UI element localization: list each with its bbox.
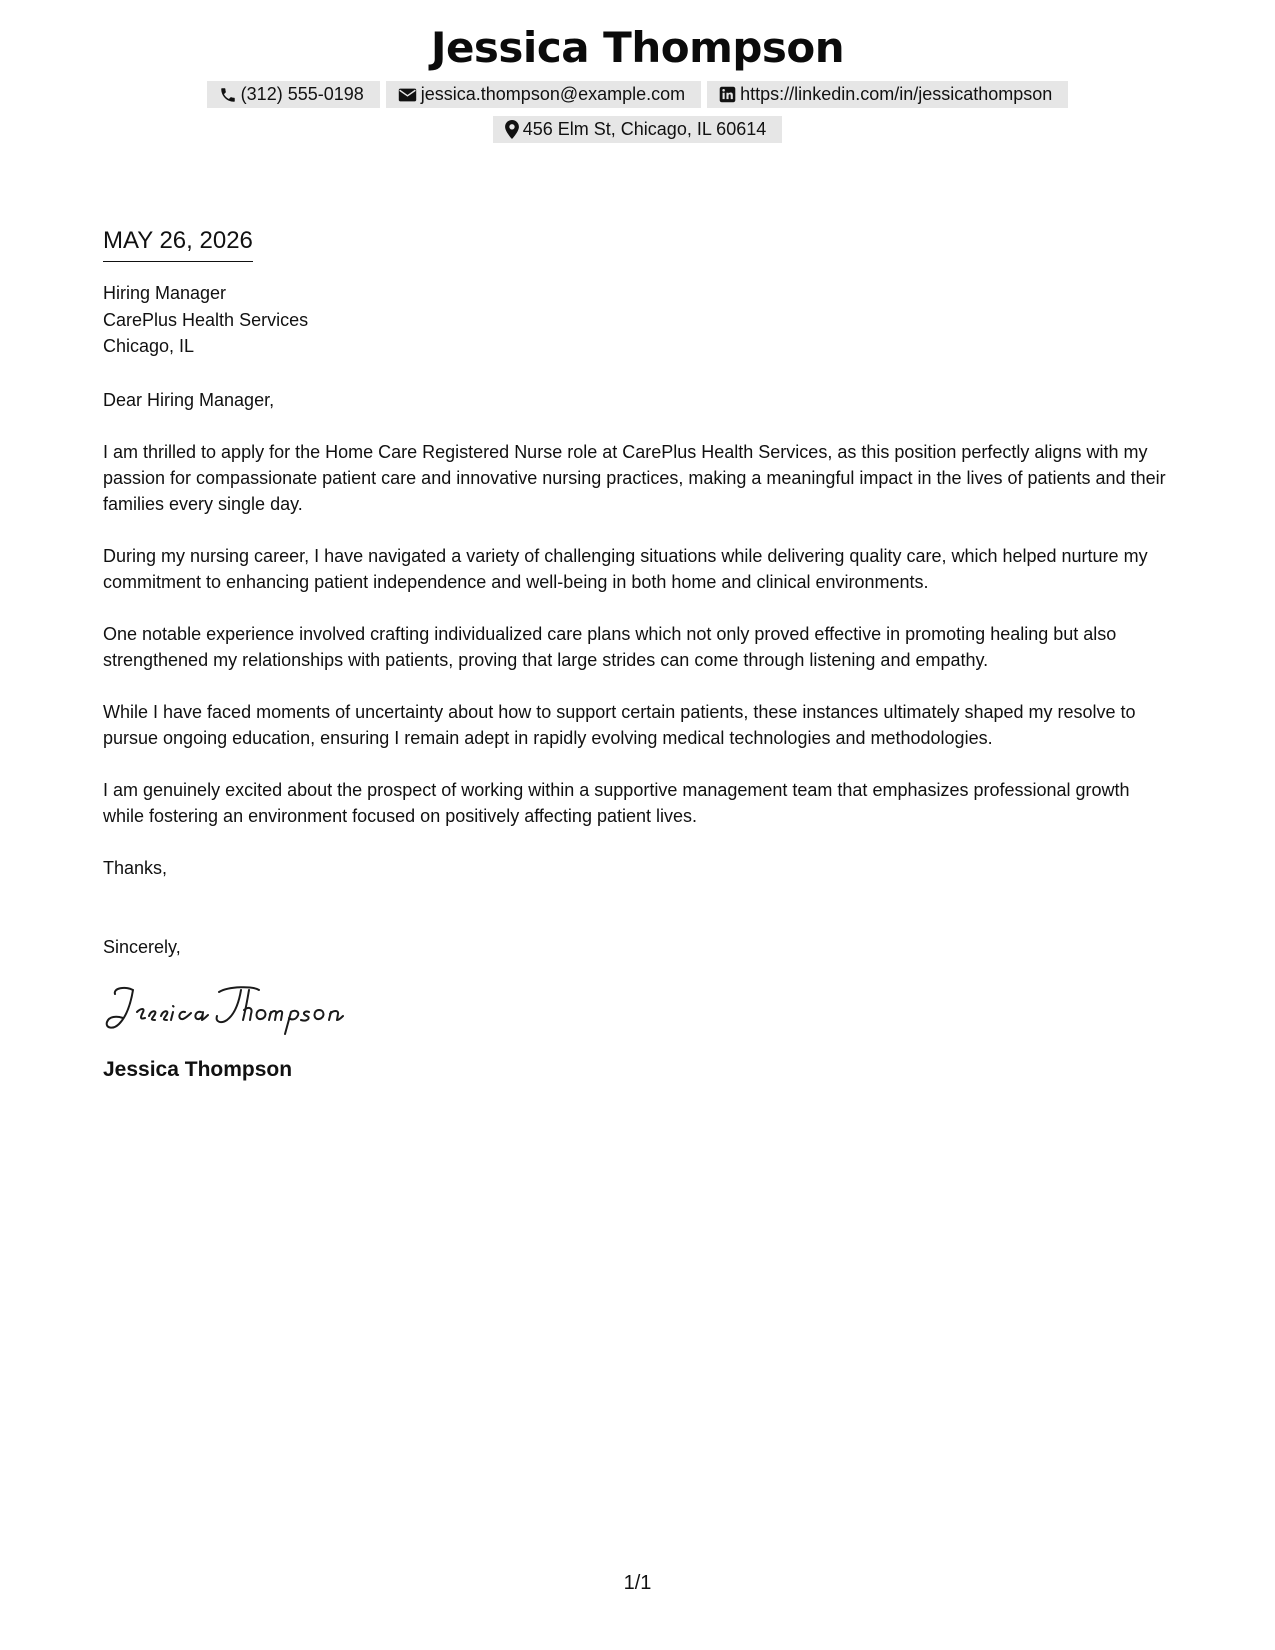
street-address: 456 Elm St, Chicago, IL 60614 (522, 119, 767, 139)
body-paragraph: One notable experience involved crafting individualized care plans which not only proved effective in promoting healing but also strengthened my relationships with patients, proving that large strides can come through listening and empathy. (103, 623, 1117, 670)
page-number: 1/1 (623, 1572, 652, 1594)
contact-address (493, 116, 782, 143)
contact-email (386, 81, 701, 108)
salutation: Dear Hiring Manager, (103, 389, 275, 410)
linkedin-icon (719, 86, 736, 103)
phone-number: (312) 555-0198 (240, 84, 364, 104)
phone-icon (219, 86, 237, 104)
recipient-location: Chicago, IL (103, 336, 195, 356)
applicant-name: Jessica Thompson (430, 23, 845, 72)
signer-name: Jessica Thompson (103, 1057, 293, 1081)
body-paragraph: I am genuinely excited about the prospect of working within a supportive management team that emphasizes professional growth while fostering an environment focused on positively affecting patient lives. (103, 779, 1130, 826)
email-address: jessica.thompson@example.com (420, 84, 686, 104)
letter-body (103, 225, 1173, 1084)
body-paragraph: During my nursing career, I have navigated a variety of challenging situations while delivering quality care, which helped nurture my commitment to enhancing patient independence and well-being in both home and clinical environments. (103, 545, 1148, 592)
closing-sincerely: Sincerely, (103, 936, 181, 957)
recipient-title: Hiring Manager (103, 283, 227, 303)
body-paragraph: I am thrilled to apply for the Home Care Registered Nurse role at CarePlus Health Services, as this position perfectly aligns with my passion for compassionate patient care and innovative nursing practices, making a meaningful impact in the lives of patients and their families every single day. (103, 441, 1166, 514)
letter-header (0, 18, 1275, 143)
contact-info (178, 81, 1098, 143)
linkedin-url: https://linkedin.com/in/jessicathompson (740, 84, 1053, 104)
envelope-icon (398, 87, 417, 103)
recipient-company: CarePlus Health Services (103, 309, 309, 330)
contact-phone (207, 81, 380, 108)
recipient-block (103, 280, 1173, 360)
handwritten-signature (103, 982, 1173, 1038)
body-paragraph: While I have faced moments of uncertainty about how to support certain patients, these instances ultimately shaped my resolve to pursue ongoing education, ensuring I remain adept in rapidly evolving medical technologies and methodologies. (103, 701, 1136, 748)
contact-linkedin (707, 81, 1068, 108)
closing-thanks: Thanks, (103, 857, 168, 878)
map-pin-icon (505, 120, 519, 139)
letter-date: MAY 26, 2026 (103, 225, 253, 262)
